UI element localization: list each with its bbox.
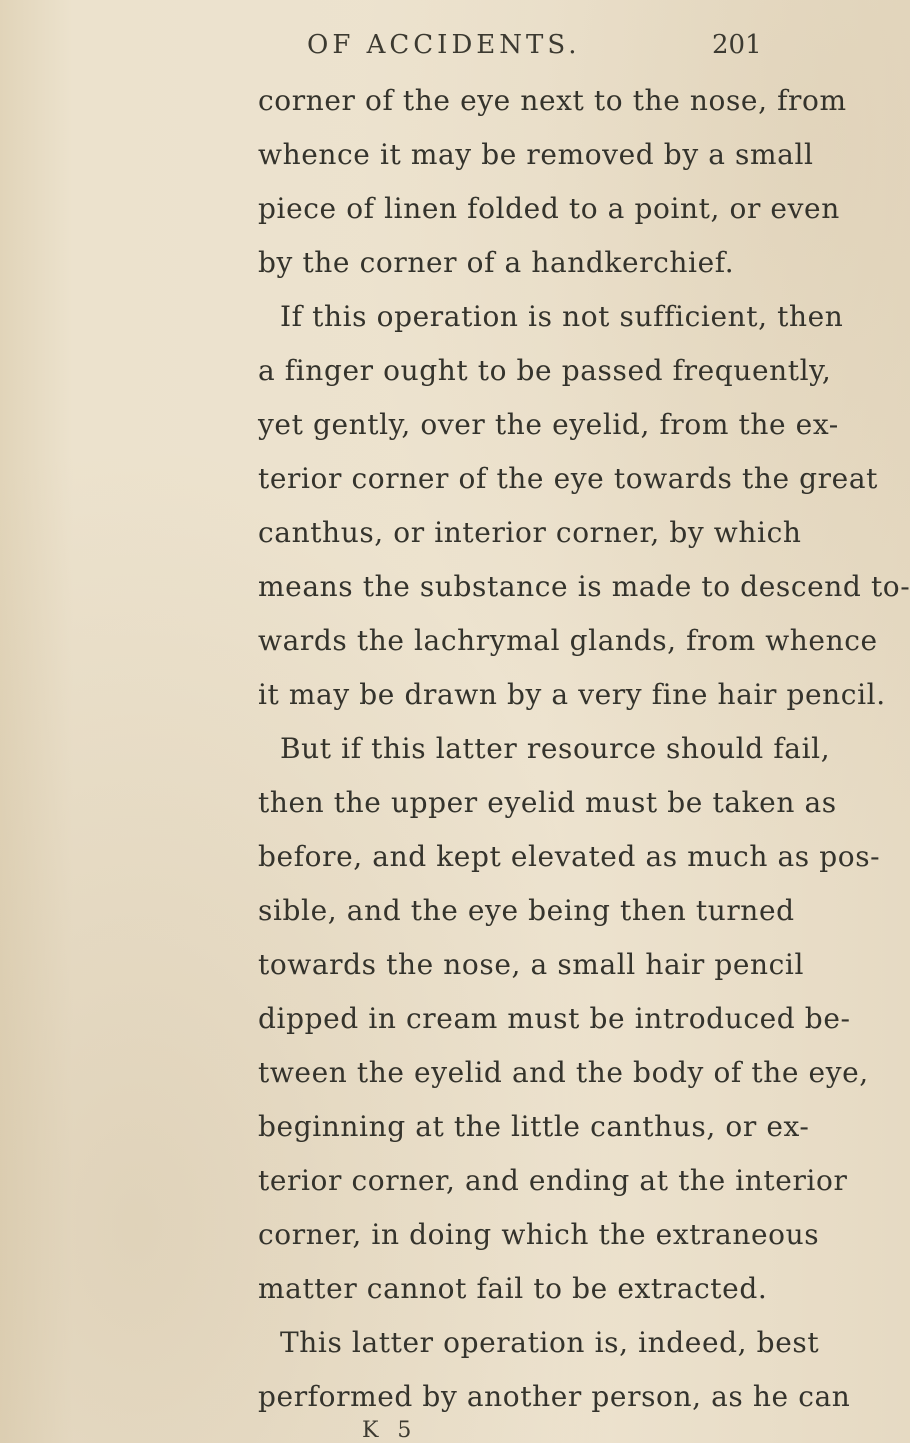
text-line: terior corner of the eye towards the great <box>258 462 878 495</box>
text-line: yet gently, over the eyelid, from the ex- <box>258 408 839 441</box>
text-line: by the corner of a handkerchief. <box>258 246 735 279</box>
page-header <box>0 30 800 70</box>
text-line: whence it may be removed by a small <box>258 138 814 171</box>
text-line: performed by another person, as he can <box>258 1380 851 1413</box>
text-line: matter cannot fail to be extracted. <box>258 1272 768 1305</box>
text-line: sible, and the eye being then turned <box>258 894 795 927</box>
text-line: it may be drawn by a very fine hair pencil. <box>258 678 886 711</box>
text-line: dipped in cream must be introduced be- <box>258 1002 851 1035</box>
page-number: 201 <box>712 30 762 60</box>
text-line: tween the eyelid and the body of the eye, <box>258 1056 869 1089</box>
text-line: corner, in doing which the extraneous <box>258 1218 820 1251</box>
text-line: corner of the eye next to the nose, from <box>258 84 847 117</box>
text-line: canthus, or interior corner, by which <box>258 516 802 549</box>
running-head: OF ACCIDENTS. <box>307 30 581 60</box>
text-line: This latter operation is, indeed, best <box>280 1326 820 1359</box>
text-line: If this operation is not sufficient, then <box>280 300 844 333</box>
signature-mark: K 5 <box>362 1418 418 1443</box>
text-line: before, and kept elevated as much as pos- <box>258 840 881 873</box>
text-line: piece of linen folded to a point, or even <box>258 192 840 225</box>
text-line: towards the nose, a small hair pencil <box>258 948 805 981</box>
text-line: terior corner, and ending at the interior <box>258 1164 848 1197</box>
text-line: beginning at the little canthus, or ex- <box>258 1110 810 1143</box>
text-line: means the substance is made to descend to- <box>258 570 910 603</box>
text-line: a finger ought to be passed frequently, <box>258 354 832 387</box>
text-line: But if this latter resource should fail, <box>280 732 831 765</box>
text-line: then the upper eyelid must be taken as <box>258 786 837 819</box>
text-line: wards the lachrymal glands, from whence <box>258 624 878 657</box>
